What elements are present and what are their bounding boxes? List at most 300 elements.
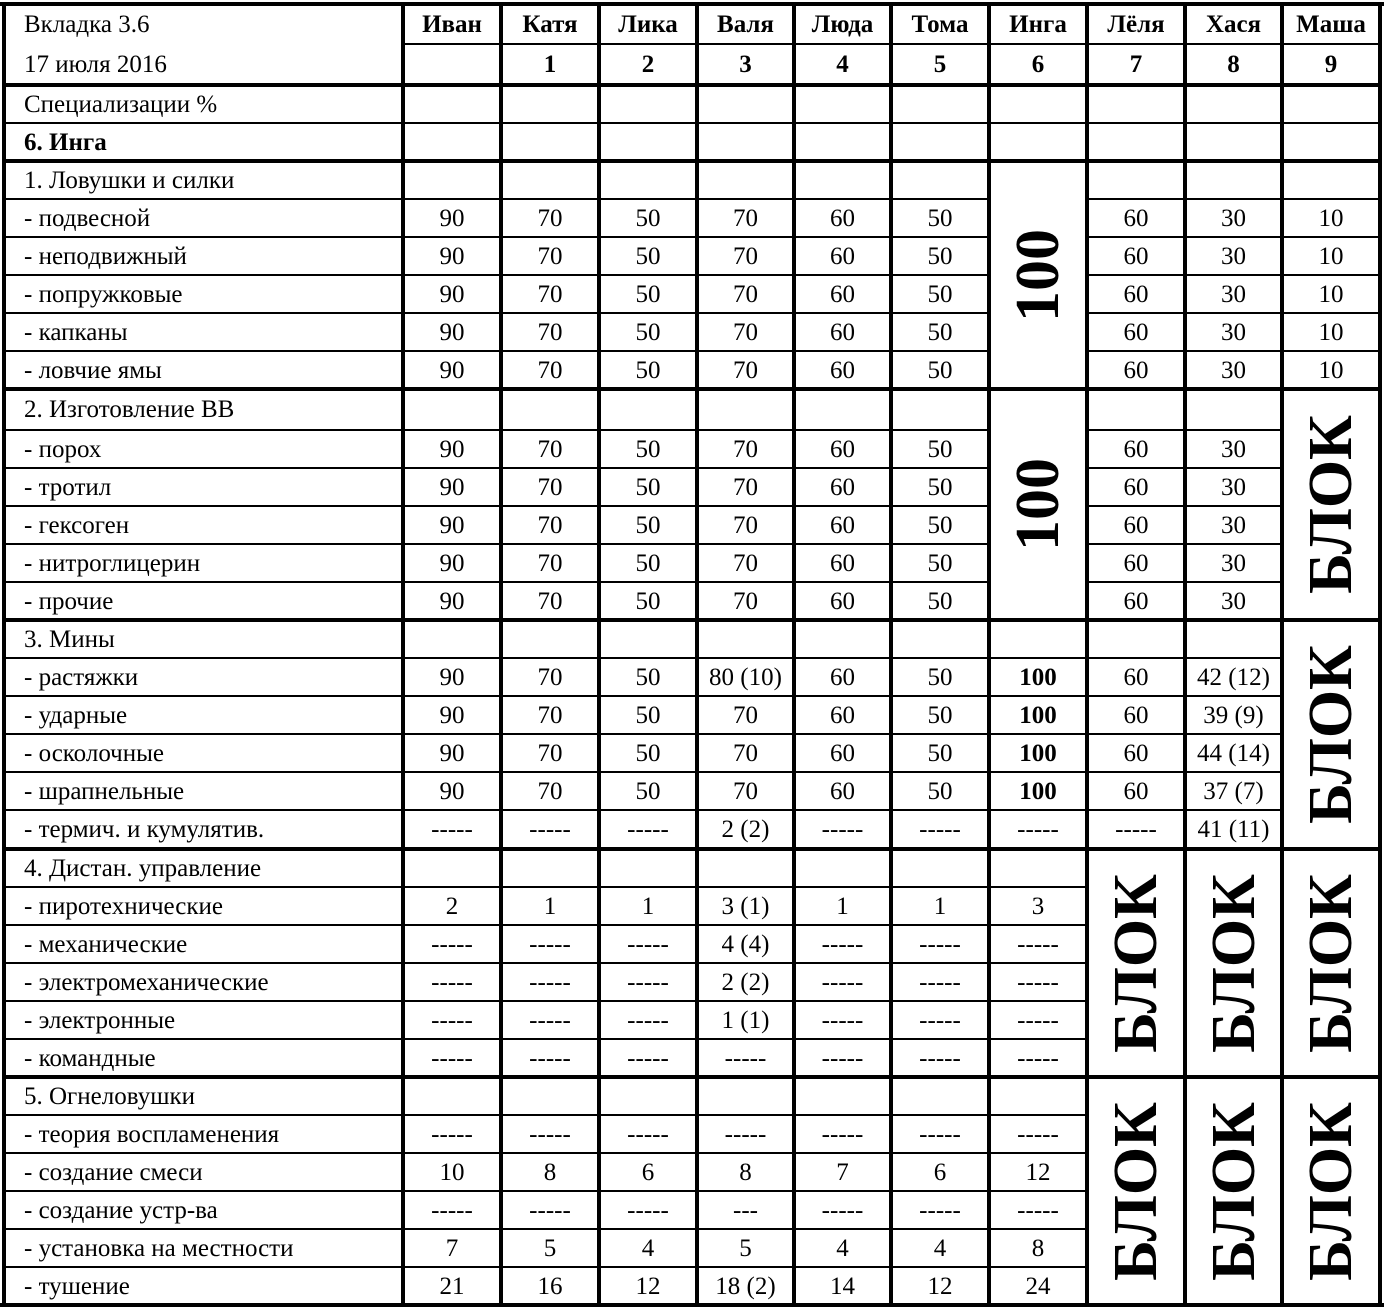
value-cell: 90 <box>439 777 465 805</box>
value-cell: ----- <box>431 1120 473 1148</box>
value-cell: 50 <box>635 356 661 384</box>
grid-line <box>794 236 891 238</box>
grid-line <box>891 1152 989 1154</box>
value-cell: 5 <box>543 1234 557 1262</box>
grid-line <box>989 1190 1087 1192</box>
row-label: - подвесной <box>24 204 151 232</box>
value-cell: 1 <box>836 892 849 920</box>
value-cell: 50 <box>927 356 953 384</box>
value-cell: 60 <box>1123 356 1149 384</box>
value-cell: 90 <box>439 511 465 539</box>
grid-line <box>599 350 697 352</box>
value-cell: 30 <box>1221 356 1246 384</box>
grid-line <box>697 274 794 276</box>
value-cell: ----- <box>821 1006 864 1034</box>
value-cell: 1 <box>933 892 947 920</box>
grid-line <box>1185 695 1282 697</box>
grid-line <box>4 733 403 735</box>
grid-line <box>891 695 989 697</box>
row-label: - порох <box>24 435 102 463</box>
grid-line <box>599 1190 697 1192</box>
value-cell: ----- <box>1017 1196 1059 1224</box>
block-text: БЛОК <box>1102 873 1170 1053</box>
grid-line <box>501 962 599 964</box>
grid-line <box>1087 236 1185 238</box>
grid-line <box>697 505 794 507</box>
value-cell: 100 <box>1019 777 1057 805</box>
block-text: БЛОК <box>1297 873 1365 1053</box>
grid-line <box>794 657 891 659</box>
value-cell: ----- <box>919 1006 961 1034</box>
grid-line <box>599 1228 697 1230</box>
value-cell: 70 <box>733 318 758 346</box>
row-label: - осколочные <box>24 739 165 767</box>
block-text: БЛОК <box>1297 645 1365 824</box>
grid-line <box>1087 543 1185 545</box>
grid-line <box>403 312 501 314</box>
value-cell: 60 <box>1123 511 1149 539</box>
value-cell: 70 <box>537 777 563 805</box>
value-cell: 70 <box>733 701 758 729</box>
grid-line <box>1185 467 1282 469</box>
value-cell: 50 <box>927 242 953 270</box>
value-cell: ----- <box>529 1196 571 1224</box>
grid-line <box>697 962 794 964</box>
grid-line <box>1185 505 1282 507</box>
grid-line <box>1087 771 1185 773</box>
grid-line <box>4 1075 1380 1079</box>
grid-line <box>501 1000 599 1002</box>
grid-line <box>4 1190 403 1192</box>
grid-line <box>499 2 503 1307</box>
grid-line <box>794 1114 891 1116</box>
grid-line <box>794 505 891 507</box>
grid-line <box>1185 581 1282 583</box>
row-label: - механические <box>24 930 188 958</box>
value-cell: 60 <box>1123 777 1149 805</box>
grid-line <box>697 1152 794 1154</box>
grid-line <box>697 1114 794 1116</box>
grid-line <box>794 350 891 352</box>
value-cell: 70 <box>733 739 758 767</box>
grid-line <box>599 467 697 469</box>
grid-line <box>794 312 891 314</box>
grid-line <box>794 429 891 431</box>
value-cell: ----- <box>431 968 473 996</box>
grid-line <box>4 1000 403 1002</box>
value-cell: 50 <box>635 549 661 577</box>
value-cell: 70 <box>537 435 563 463</box>
value-cell: 30 <box>1221 435 1246 463</box>
grid-line <box>501 1152 599 1154</box>
value-cell: 80 (10) <box>709 663 782 691</box>
value-cell: 50 <box>635 204 661 232</box>
grid-line <box>794 467 891 469</box>
grid-line <box>697 429 794 431</box>
specializations-label: Специализации % <box>24 90 218 118</box>
grid-line <box>403 198 501 200</box>
value-cell: 30 <box>1221 549 1246 577</box>
column-name: Тома <box>911 10 969 38</box>
merged-value <box>989 161 1087 389</box>
value-cell: ----- <box>821 930 864 958</box>
grid-line <box>697 695 794 697</box>
value-cell: 100 <box>1019 701 1057 729</box>
value-cell: ----- <box>431 1044 473 1072</box>
value-cell: 90 <box>439 549 465 577</box>
grid-line <box>989 771 1087 773</box>
value-cell: 50 <box>635 280 661 308</box>
value-cell: ----- <box>431 1196 473 1224</box>
grid-line <box>1185 236 1282 238</box>
grid-line <box>1185 733 1282 735</box>
grid-line <box>403 1114 501 1116</box>
grid-line <box>794 771 891 773</box>
row-label: - тушение <box>24 1272 130 1300</box>
value-cell: 60 <box>1123 663 1149 691</box>
value-cell: 70 <box>733 280 758 308</box>
value-cell: 30 <box>1221 280 1246 308</box>
grid-line <box>794 1152 891 1154</box>
grid-line <box>4 581 403 583</box>
value-cell: ----- <box>431 816 473 843</box>
value-cell: 3 (1) <box>721 892 770 920</box>
value-cell: 10 <box>1318 356 1344 384</box>
value-cell: ----- <box>627 1120 669 1148</box>
column-number: 8 <box>1227 51 1240 78</box>
grid-line <box>4 159 1380 163</box>
value-cell: 60 <box>1123 242 1149 270</box>
block-text: БЛОК <box>1297 1101 1365 1281</box>
value-cell: 16 <box>537 1272 563 1300</box>
block-label <box>1087 1077 1185 1305</box>
grid-line <box>697 1000 794 1002</box>
value-cell: 50 <box>927 701 953 729</box>
value-cell: 60 <box>830 663 855 691</box>
grid-line <box>697 312 794 314</box>
grid-line <box>891 312 989 314</box>
grid-line <box>1280 2 1284 1307</box>
grid-line <box>697 1038 794 1040</box>
value-cell: 60 <box>1123 701 1149 729</box>
value-cell: ----- <box>627 1006 669 1034</box>
grid-line <box>4 771 403 773</box>
value-cell: ----- <box>1017 1044 1059 1072</box>
grid-line <box>599 429 697 431</box>
value-cell: 60 <box>1123 549 1149 577</box>
block-label <box>1282 389 1380 620</box>
grid-line <box>4 350 403 352</box>
grid-line <box>891 771 989 773</box>
grid-line <box>599 924 697 926</box>
grid-line <box>599 1152 697 1154</box>
column-name: Маша <box>1296 10 1366 38</box>
grid-line <box>794 1266 891 1268</box>
grid-line <box>4 122 1380 124</box>
grid-line <box>1087 657 1185 659</box>
grid-line <box>891 543 989 545</box>
value-cell: ----- <box>627 1196 669 1224</box>
grid-line <box>1185 771 1282 773</box>
grid-line <box>501 809 599 811</box>
value-cell: 70 <box>733 549 758 577</box>
grid-line <box>794 1190 891 1192</box>
value-cell: 44 (14) <box>1197 739 1270 767</box>
value-cell: 70 <box>537 473 563 501</box>
column-number: 6 <box>1031 51 1045 78</box>
value-cell: 60 <box>1123 204 1149 232</box>
column-name: Инга <box>1009 10 1067 38</box>
grid-line <box>697 809 794 811</box>
grid-line <box>599 1114 697 1116</box>
grid-line <box>1087 312 1185 314</box>
value-cell: 30 <box>1221 473 1246 501</box>
grid-line <box>891 1000 989 1002</box>
value-cell: 70 <box>537 280 563 308</box>
grid-line <box>697 657 794 659</box>
value-cell: 4 <box>641 1234 655 1262</box>
grid-line <box>989 924 1087 926</box>
value-cell: 7 <box>836 1158 849 1186</box>
value-cell: 50 <box>927 587 953 615</box>
value-cell: 1 (1) <box>721 1006 770 1034</box>
column-number: 4 <box>836 51 849 78</box>
grid-line <box>4 924 403 926</box>
grid-line <box>891 274 989 276</box>
value-cell: 50 <box>927 739 953 767</box>
grid-line <box>794 962 891 964</box>
row-label: - нитроглицерин <box>24 549 201 577</box>
block-label <box>1282 849 1380 1077</box>
grid-line <box>599 771 697 773</box>
column-name: Хася <box>1205 10 1262 38</box>
grid-line <box>697 886 794 888</box>
value-cell: 30 <box>1221 511 1246 539</box>
value-cell: 60 <box>830 356 855 384</box>
grid-line <box>403 1000 501 1002</box>
grid-line <box>501 236 599 238</box>
value-cell: 10 <box>1318 280 1344 308</box>
value-cell: 5 <box>739 1234 752 1262</box>
grid-line <box>403 886 501 888</box>
grid-line <box>4 274 403 276</box>
grid-line <box>697 581 794 583</box>
value-cell: 8 <box>739 1158 752 1186</box>
value-cell: 50 <box>927 777 953 805</box>
grid-line <box>989 962 1087 964</box>
value-cell: 60 <box>830 777 855 805</box>
grid-line <box>794 274 891 276</box>
grid-line <box>1282 312 1380 314</box>
grid-line <box>403 467 501 469</box>
value-cell: ----- <box>529 1006 571 1034</box>
value-cell: 12 <box>1025 1158 1051 1186</box>
value-cell: 90 <box>439 204 465 232</box>
grid-line <box>891 505 989 507</box>
value-cell: 37 (7) <box>1203 777 1264 805</box>
grid-line <box>794 924 891 926</box>
grid-line <box>403 505 501 507</box>
value-cell: ----- <box>1017 930 1059 958</box>
value-cell: 21 <box>439 1272 465 1300</box>
value-cell: ----- <box>529 968 571 996</box>
value-cell: --- <box>733 1196 758 1224</box>
grid-line <box>599 236 697 238</box>
column-number: 3 <box>739 51 752 78</box>
row-label: - пиротехнические <box>24 892 223 920</box>
value-cell: 50 <box>635 777 661 805</box>
grid-line <box>697 733 794 735</box>
section-title: 3. Мины <box>24 625 115 653</box>
grid-line <box>4 886 403 888</box>
row-label: - термич. и кумулятив. <box>24 816 265 843</box>
value-cell: 60 <box>1123 587 1149 615</box>
value-cell: 90 <box>439 242 465 270</box>
value-cell: 50 <box>927 435 953 463</box>
value-cell: ----- <box>627 930 669 958</box>
section-title: 5. Огнеловушки <box>24 1082 195 1110</box>
value-cell: ----- <box>1017 1006 1059 1034</box>
value-cell: 50 <box>635 663 661 691</box>
grid-line <box>501 581 599 583</box>
column-number: 2 <box>641 51 655 78</box>
value-cell: 60 <box>830 473 855 501</box>
grid-line <box>792 2 796 1307</box>
grid-line <box>4 1152 403 1154</box>
value-cell: ----- <box>1017 1120 1059 1148</box>
column-number: 5 <box>933 51 947 78</box>
grid-line <box>4 429 403 431</box>
value-cell: ----- <box>529 816 571 843</box>
value-cell: ----- <box>724 1120 767 1148</box>
grid-line <box>891 1114 989 1116</box>
value-cell: ----- <box>529 1044 571 1072</box>
row-label: - создание смеси <box>24 1158 203 1186</box>
value-cell: 50 <box>635 435 661 463</box>
value-cell: ----- <box>821 1044 864 1072</box>
hundred-text: 100 <box>1004 458 1072 551</box>
grid-line <box>599 1000 697 1002</box>
grid-line <box>403 924 501 926</box>
grid-line <box>1183 2 1187 1307</box>
grid-line <box>1085 2 1089 1307</box>
value-cell: 42 (12) <box>1197 663 1270 691</box>
value-cell: 70 <box>733 242 758 270</box>
grid-line <box>891 350 989 352</box>
value-cell: ----- <box>1017 816 1059 843</box>
value-cell: 70 <box>537 663 563 691</box>
value-cell: ----- <box>919 968 961 996</box>
grid-line <box>501 312 599 314</box>
grid-line <box>599 505 697 507</box>
value-cell: ----- <box>1017 968 1059 996</box>
column-name: Лика <box>618 10 678 38</box>
value-cell: 90 <box>439 280 465 308</box>
grid-line <box>891 733 989 735</box>
value-cell: 60 <box>830 318 855 346</box>
value-cell: 1 <box>641 892 655 920</box>
block-label <box>1185 849 1282 1077</box>
column-name: Катя <box>522 10 578 38</box>
grid-line <box>1087 809 1185 811</box>
grid-line <box>599 198 697 200</box>
value-cell: ----- <box>627 1044 669 1072</box>
value-cell: 60 <box>1123 473 1149 501</box>
value-cell: 50 <box>927 318 953 346</box>
column-name: Иван <box>422 10 482 38</box>
value-cell: 60 <box>1123 435 1149 463</box>
row-label: - теория воспламенения <box>24 1120 280 1148</box>
value-cell: 50 <box>927 473 953 501</box>
value-cell: 90 <box>439 356 465 384</box>
grid-line <box>1282 236 1380 238</box>
grid-line <box>1185 274 1282 276</box>
grid-line <box>4 962 403 964</box>
hundred-text: 100 <box>1004 228 1072 322</box>
column-number <box>403 44 501 85</box>
date-label: 17 июля 2016 <box>24 51 167 78</box>
grid-line <box>1087 733 1185 735</box>
grid-line <box>403 809 501 811</box>
value-cell: ----- <box>529 1120 571 1148</box>
row-label: - капканы <box>24 318 128 346</box>
column-name: Лёля <box>1107 10 1165 38</box>
value-cell: 50 <box>635 511 661 539</box>
merged-value <box>989 389 1087 620</box>
grid-line <box>403 657 501 659</box>
grid-line <box>599 1038 697 1040</box>
grid-line <box>891 581 989 583</box>
block-label <box>1282 620 1380 849</box>
tab-title: Вкладка 3.6 <box>24 10 150 38</box>
grid-line <box>989 1000 1087 1002</box>
grid-line <box>891 886 989 888</box>
value-cell: 8 <box>543 1158 557 1186</box>
value-cell: 60 <box>1123 318 1149 346</box>
section-title: 1. Ловушки и силки <box>24 166 235 194</box>
grid-line <box>989 1266 1087 1268</box>
value-cell: ----- <box>724 1044 767 1072</box>
grid-line <box>891 429 989 431</box>
grid-line <box>4 695 403 697</box>
grid-line <box>403 1228 501 1230</box>
value-cell: 60 <box>830 511 855 539</box>
value-cell: 100 <box>1019 739 1057 767</box>
value-cell: ----- <box>919 816 961 843</box>
value-cell: 70 <box>537 739 563 767</box>
value-cell: 2 (2) <box>721 816 770 843</box>
value-cell: 4 (4) <box>721 930 770 958</box>
value-cell: 10 <box>439 1158 465 1186</box>
grid-line <box>403 1038 501 1040</box>
grid-line <box>501 695 599 697</box>
grid-line <box>794 1228 891 1230</box>
block-text: БЛОК <box>1199 1101 1268 1281</box>
grid-line <box>891 198 989 200</box>
grid-line <box>4 1114 403 1116</box>
block-text: БЛОК <box>1102 1101 1170 1281</box>
row-label: - шрапнельные <box>24 777 185 805</box>
grid-line <box>1087 581 1185 583</box>
value-cell: 18 (2) <box>715 1272 776 1300</box>
value-cell: 30 <box>1221 318 1246 346</box>
grid-line <box>1087 274 1185 276</box>
grid-line <box>794 1038 891 1040</box>
grid-line <box>1185 312 1282 314</box>
grid-line <box>794 886 891 888</box>
column-number: 7 <box>1129 51 1143 78</box>
grid-line <box>794 581 891 583</box>
